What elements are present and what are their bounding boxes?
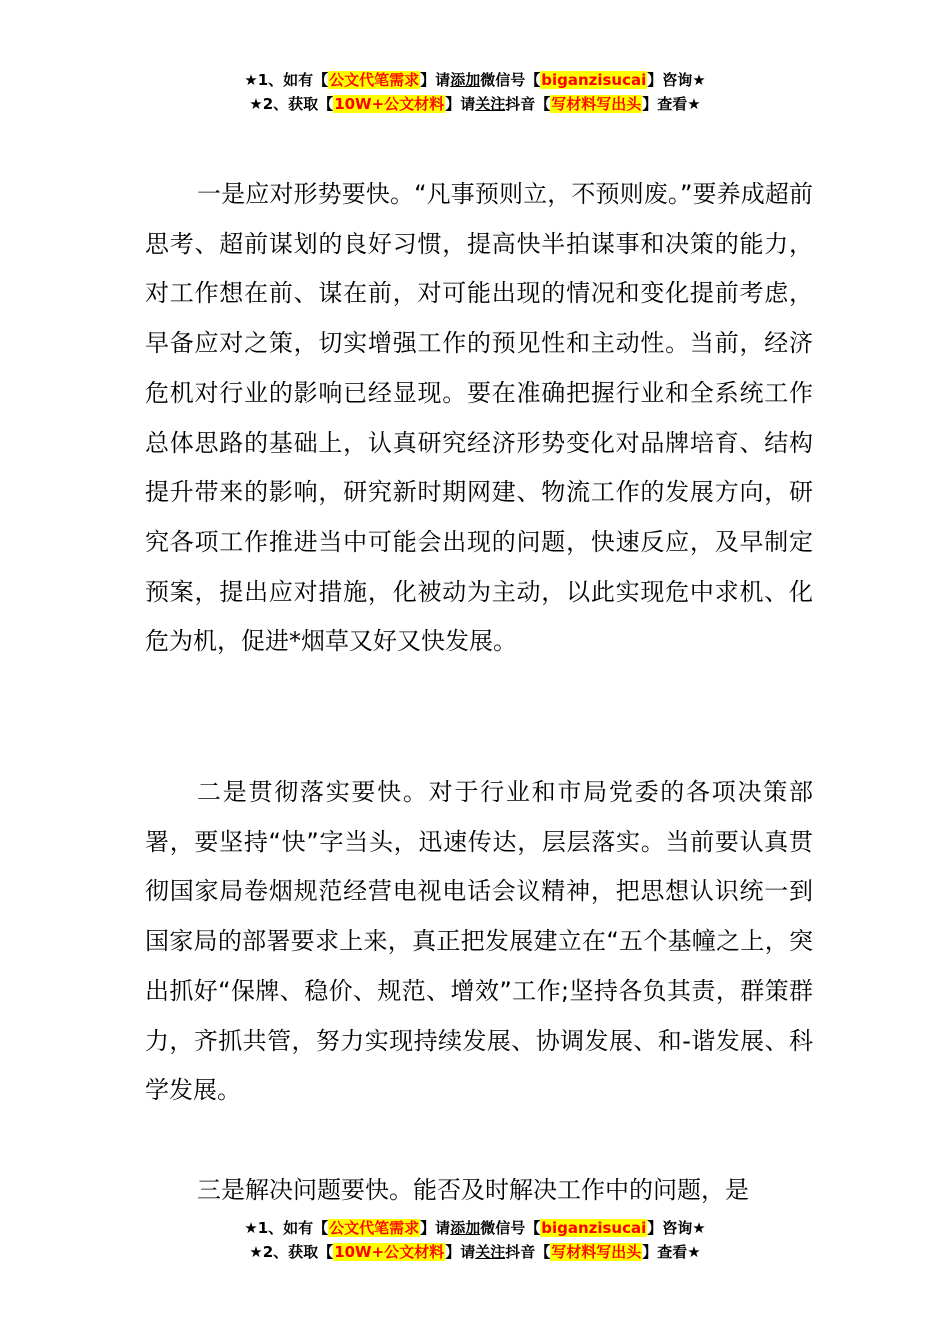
footer-line-2-mid2: 抖音【	[505, 1243, 551, 1261]
header-banner	[0, 68, 950, 116]
footer-banner	[0, 1216, 950, 1264]
banner-line-2-highlight-materials: 10W+公文材料	[334, 95, 445, 113]
footer-line-1-suffix: 】咨询★	[647, 1219, 706, 1237]
banner-line-1	[0, 68, 950, 92]
footer-banner-line-1	[0, 1216, 950, 1240]
banner-line-1-highlight-service: 公文代笔需求	[329, 71, 420, 89]
footer-line-2-mid: 】请	[445, 1243, 476, 1261]
footer-line-1-mid2: 微信号【	[480, 1219, 541, 1237]
paragraph-3-text: 三是解决问题要快。能否及时解决工作中的问题，是	[197, 1176, 749, 1204]
banner-line-1-highlight-wechat: biganzisucai	[541, 71, 647, 89]
footer-line-2-underlined: 关注	[475, 1243, 506, 1261]
footer-line-2-suffix: 】查看★	[642, 1243, 701, 1261]
banner-line-2-underlined: 关注	[475, 95, 506, 113]
banner-line-2-mid: 】请	[445, 95, 476, 113]
banner-line-2-mid2: 抖音【	[505, 95, 551, 113]
footer-line-1-mid: 】请	[420, 1219, 451, 1237]
banner-line-2-suffix: 】查看★	[642, 95, 701, 113]
footer-line-1-highlight-service: 公文代笔需求	[329, 1219, 420, 1237]
banner-line-2	[0, 92, 950, 116]
footer-banner-line-2	[0, 1240, 950, 1264]
footer-line-1-underlined: 添加	[450, 1219, 481, 1237]
paragraph-2-text: 二是贯彻落实要快。对于行业和市局党委的各项决策部署，要坚持“快”字当头，迅速传达，层层落实。当前要认真贯彻国家局卷烟规范经营电视电话会议精神，把思想认识统一到国家局的部署要求上来，真正把发展建立在“五个基幢之上，突出抓好“保牌、稳价、规范、增效”工作;坚持各负其责，群策群力，齐抓共管，努力实现持续发展、协调发展、和-谐发展、科学发展。	[145, 778, 813, 1105]
banner-line-1-underlined: 添加	[450, 71, 481, 89]
paragraph-solve-problems	[145, 1166, 813, 1216]
banner-line-1-suffix: 】咨询★	[647, 71, 706, 89]
paragraph-respond-to-situation	[145, 170, 813, 667]
banner-line-2-prefix: ★2、获取【	[249, 95, 334, 113]
banner-line-1-mid2: 微信号【	[480, 71, 541, 89]
footer-line-1-prefix: ★1、如有【	[244, 1219, 329, 1237]
footer-line-2-highlight-douyin: 写材料写出头	[551, 1243, 642, 1261]
banner-line-2-highlight-douyin: 写材料写出头	[551, 95, 642, 113]
footer-line-2-prefix: ★2、获取【	[249, 1243, 334, 1261]
paragraph-1-text: 一是应对形势要快。“凡事预则立，不预则废。”要养成超前思考、超前谋划的良好习惯，提高快半拍谋事和决策的能力，对工作想在前、谋在前，对可能出现的情况和变化提前考虑，早备应对之策，切实增强工作的预见性和主动性。当前，经济危机对行业的影响已经显现。要在准确把握行业和全系统工作总体思路的基础上，认真研究经济形势变化对品牌培育、结构提升带来的影响，研究新时期网建、物流工作的发展方向，研究各项工作推进当中可能会出现的问题，快速反应，及早制定预案，提出应对措施，化被动为主动，以此实现危中求机、化危为机，促进*烟草又好又快发展。	[145, 180, 813, 656]
footer-line-1-highlight-wechat: biganzisucai	[541, 1219, 647, 1237]
banner-line-1-prefix: ★1、如有【	[244, 71, 329, 89]
banner-line-1-mid: 】请	[420, 71, 451, 89]
footer-line-2-highlight-materials: 10W+公文材料	[334, 1243, 445, 1261]
paragraph-implementation	[145, 768, 813, 1116]
